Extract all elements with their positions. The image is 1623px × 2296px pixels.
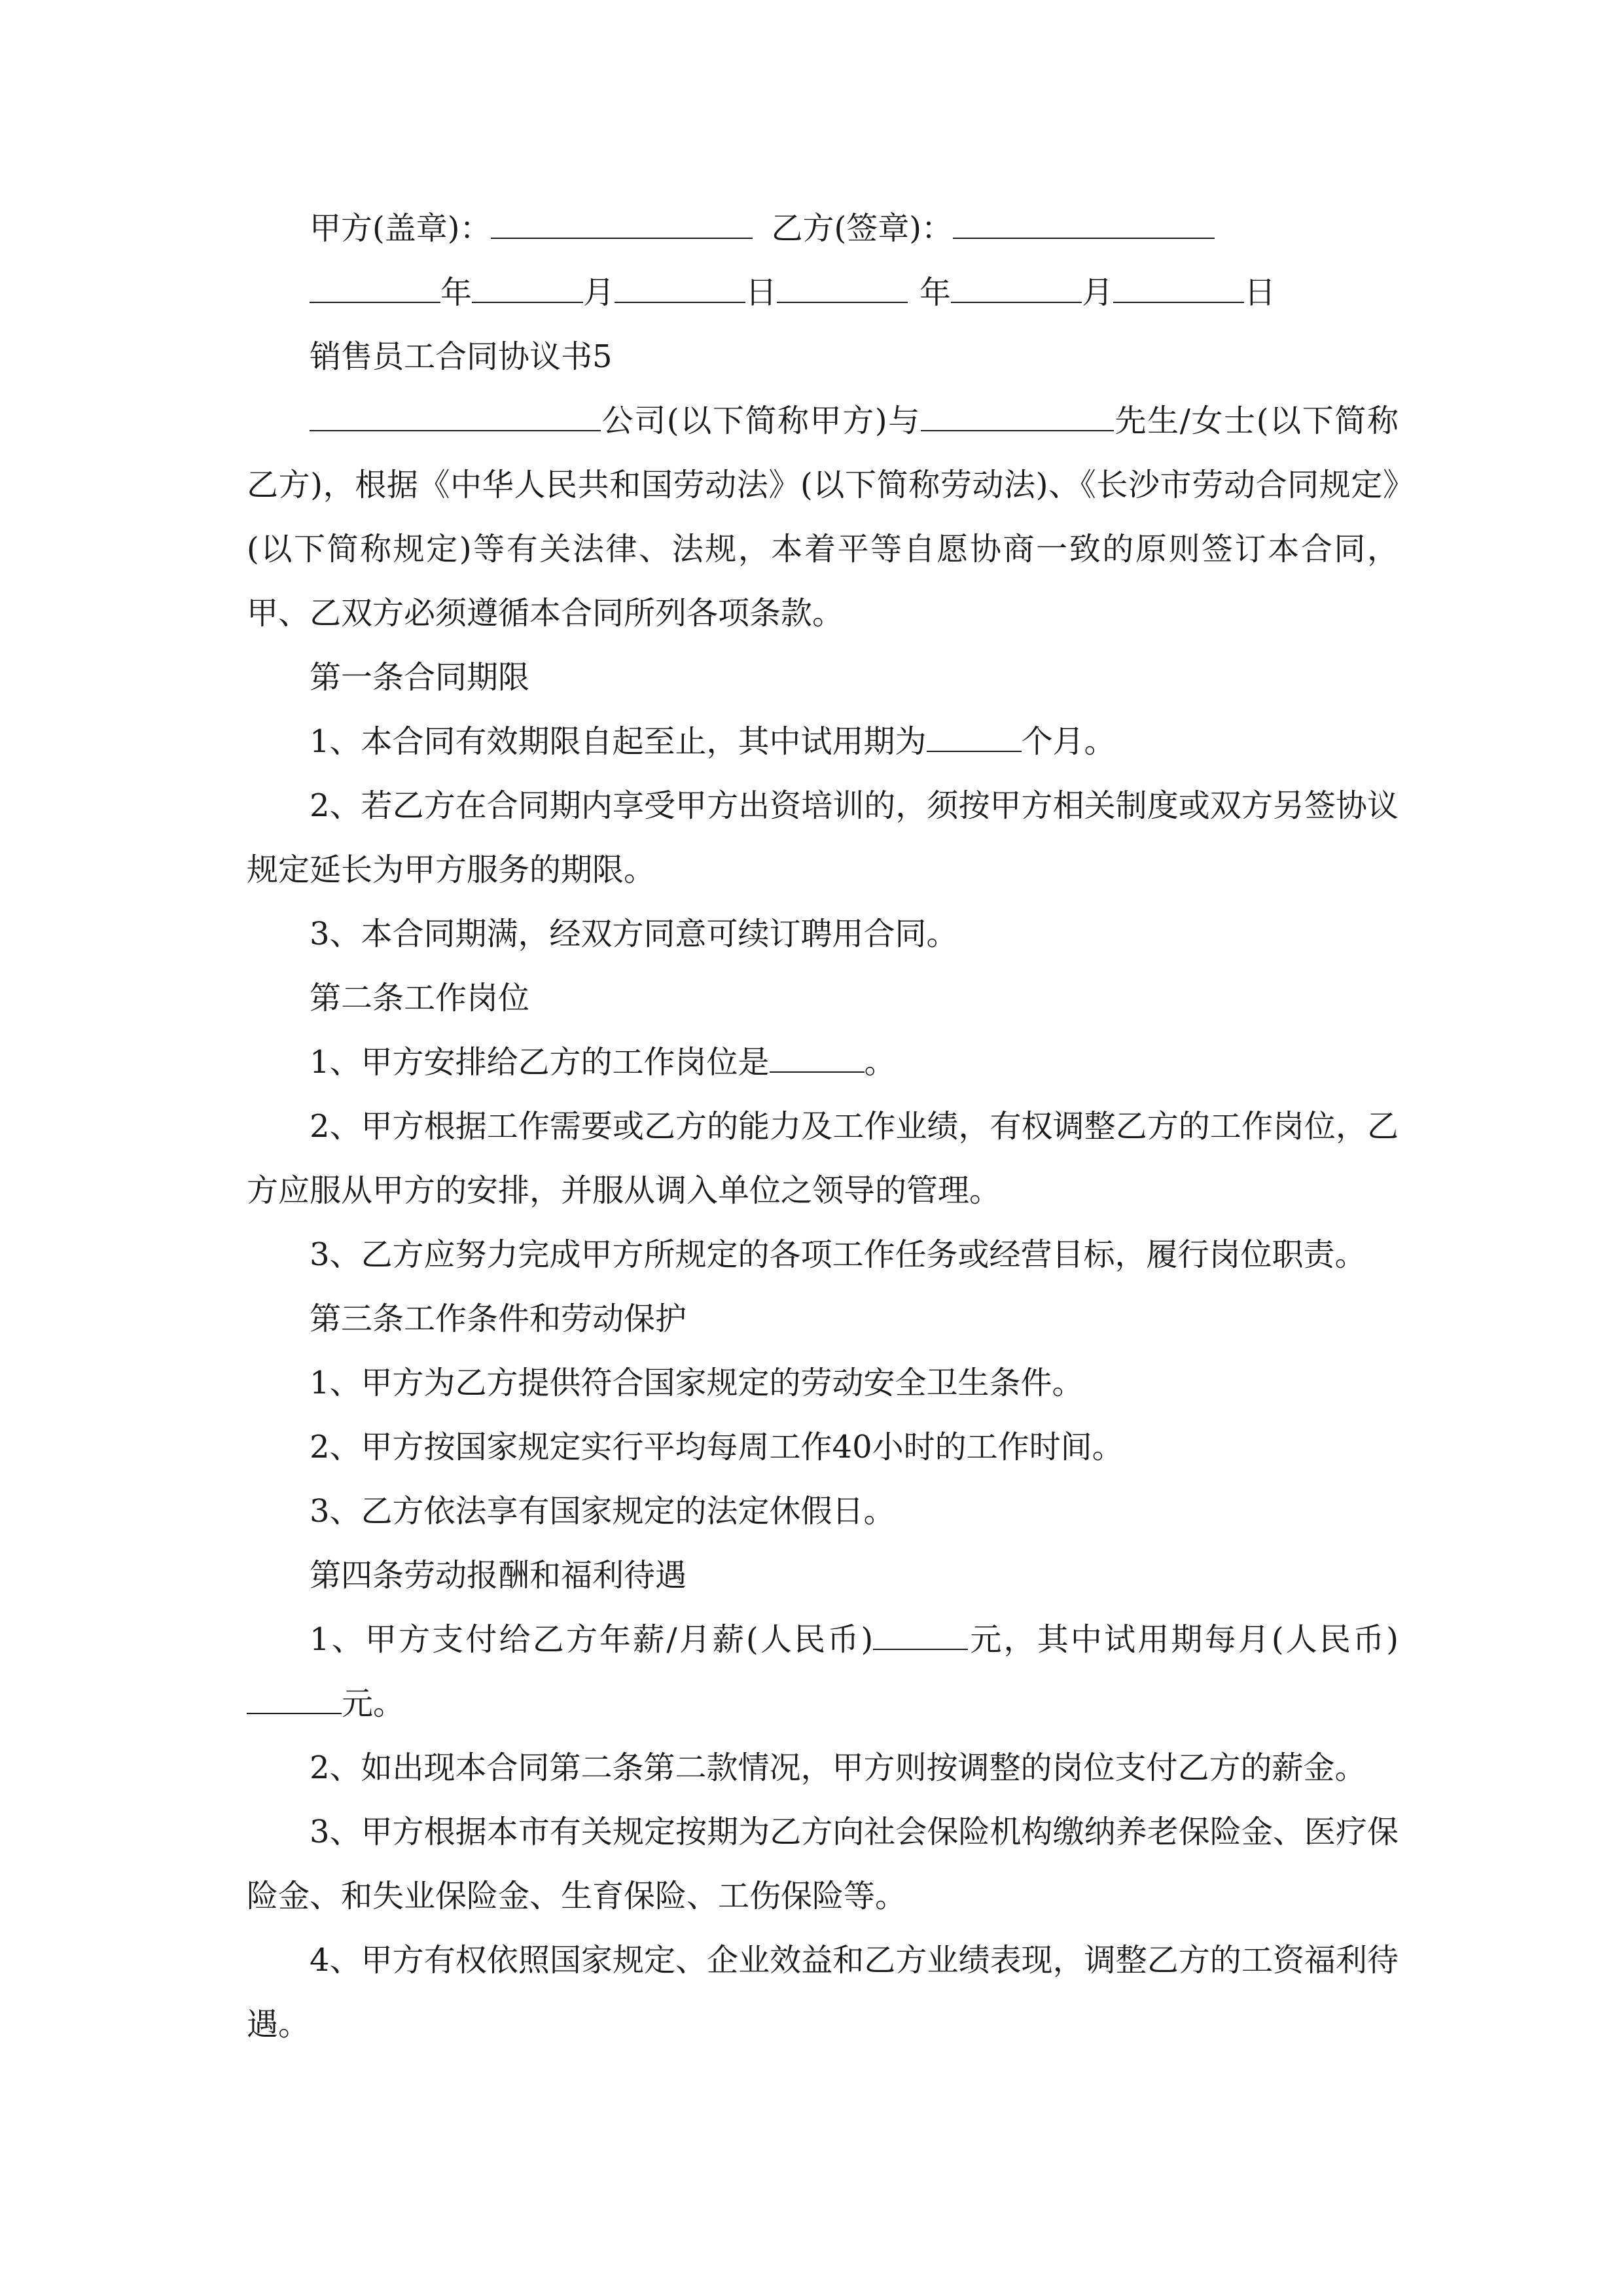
party-a-day-blank bbox=[615, 264, 745, 303]
party-b-month-blank bbox=[951, 264, 1082, 303]
article-2-clause-1 bbox=[247, 1030, 1399, 1094]
article-2-clause-2: 2、甲方根据工作需要或乙方的能力及工作业绩，有权调整乙方的工作岗位，乙方应服从甲方的安排，并服从调入单位之领导的管理。 bbox=[247, 1108, 1399, 1209]
intro-text-company: 公司(以下简称甲方)与 bbox=[601, 403, 921, 439]
clause-text: 1、甲方安排给乙方的工作岗位是 bbox=[310, 1044, 770, 1081]
article-4-clause-1 bbox=[247, 1607, 1399, 1736]
party-a-year-blank bbox=[310, 264, 440, 303]
party-a-month-label: 月 bbox=[583, 274, 615, 311]
article-2-heading: 第二条工作岗位 bbox=[310, 980, 530, 1016]
article-1-clause-1 bbox=[247, 709, 1399, 774]
article-1-heading: 第一条合同期限 bbox=[310, 659, 530, 696]
signature-line bbox=[247, 196, 1399, 260]
article-2-clause-3: 3、乙方应努力完成甲方所规定的各项工作任务或经营目标，履行岗位职责。 bbox=[310, 1236, 1366, 1273]
clause-text: 1、甲方支付给乙方年薪/月薪(人民币) bbox=[310, 1621, 874, 1658]
party-b-year-label: 年 bbox=[919, 274, 952, 311]
party-b-month-label: 月 bbox=[1082, 274, 1114, 311]
party-b-sign-blank bbox=[953, 200, 1215, 239]
clause-text: 。 bbox=[864, 1044, 896, 1081]
party-a-month-blank bbox=[472, 264, 583, 303]
salary-blank bbox=[873, 1611, 968, 1650]
article-3-clause-3: 3、乙方依法享有国家规定的法定休假日。 bbox=[310, 1493, 895, 1530]
clause-text: 个月。 bbox=[1021, 723, 1116, 760]
company-name-blank bbox=[310, 392, 601, 431]
article-4-clause-3: 3、甲方根据本市有关规定按期为乙方向社会保险机构缴纳养老保险金、医疗保险金、和失业保险金、生育保险、工伤保险等。 bbox=[247, 1814, 1399, 1914]
party-a-seal-label: 甲方(盖章)： bbox=[310, 210, 491, 247]
article-3-clause-1: 1、甲方为乙方提供符合国家规定的劳动安全卫生条件。 bbox=[310, 1365, 1084, 1401]
clause-text: 1、本合同有效期限自起至止，其中试用期为 bbox=[310, 723, 927, 760]
party-a-seal-blank bbox=[491, 200, 753, 239]
article-4-clause-2: 2、如出现本合同第二条第二款情况，甲方则按调整的岗位支付乙方的薪金。 bbox=[310, 1749, 1366, 1786]
article-3-clause-2: 2、甲方按国家规定实行平均每周工作40小时的工作时间。 bbox=[310, 1429, 1124, 1465]
party-a-year-label: 年 bbox=[440, 274, 473, 311]
employee-name-blank bbox=[921, 392, 1114, 431]
party-b-day-blank bbox=[1113, 264, 1244, 303]
clause-text: 元，其中试用期每月(人民币) bbox=[968, 1621, 1399, 1658]
party-a-day-label: 日 bbox=[745, 274, 777, 311]
probation-months-blank bbox=[927, 713, 1022, 752]
clause-text: 元。 bbox=[342, 1685, 405, 1722]
intro-paragraph bbox=[247, 389, 1399, 645]
article-3-heading: 第三条工作条件和劳动保护 bbox=[310, 1300, 687, 1337]
article-1-clause-2: 2、若乙方在合同期内享受甲方出资培训的，须按甲方相关制度或双方另签协议规定延长为甲方服务的期限。 bbox=[247, 787, 1399, 888]
document-content bbox=[247, 196, 1399, 2056]
job-position-blank bbox=[770, 1033, 865, 1073]
article-4-clause-4: 4、甲方有权依照国家规定、企业效益和乙方业绩表现，调整乙方的工资福利待遇。 bbox=[247, 1942, 1399, 2043]
document-title: 销售员工合同协议书5 bbox=[310, 338, 613, 375]
article-4-heading: 第四条劳动报酬和福利待遇 bbox=[310, 1557, 687, 1594]
party-b-year-blank bbox=[777, 264, 908, 303]
party-b-day-label: 日 bbox=[1244, 274, 1276, 311]
probation-salary-blank bbox=[247, 1675, 342, 1714]
intro-text-body: 先生/女士(以下简称乙方)，根据《中华人民共和国劳动法》(以下简称劳动法)、《长沙市劳动合同规定》(以下简称规定)等有关法律、法规，本着平等自愿协商一致的原则签订本合同，甲、乙双方必须遵循本合同所列各项条款。 bbox=[247, 403, 1399, 632]
date-line bbox=[247, 260, 1399, 325]
article-1-clause-3: 3、本合同期满，经双方同意可续订聘用合同。 bbox=[310, 916, 958, 952]
party-b-sign-label: 乙方(签章)： bbox=[771, 210, 953, 247]
